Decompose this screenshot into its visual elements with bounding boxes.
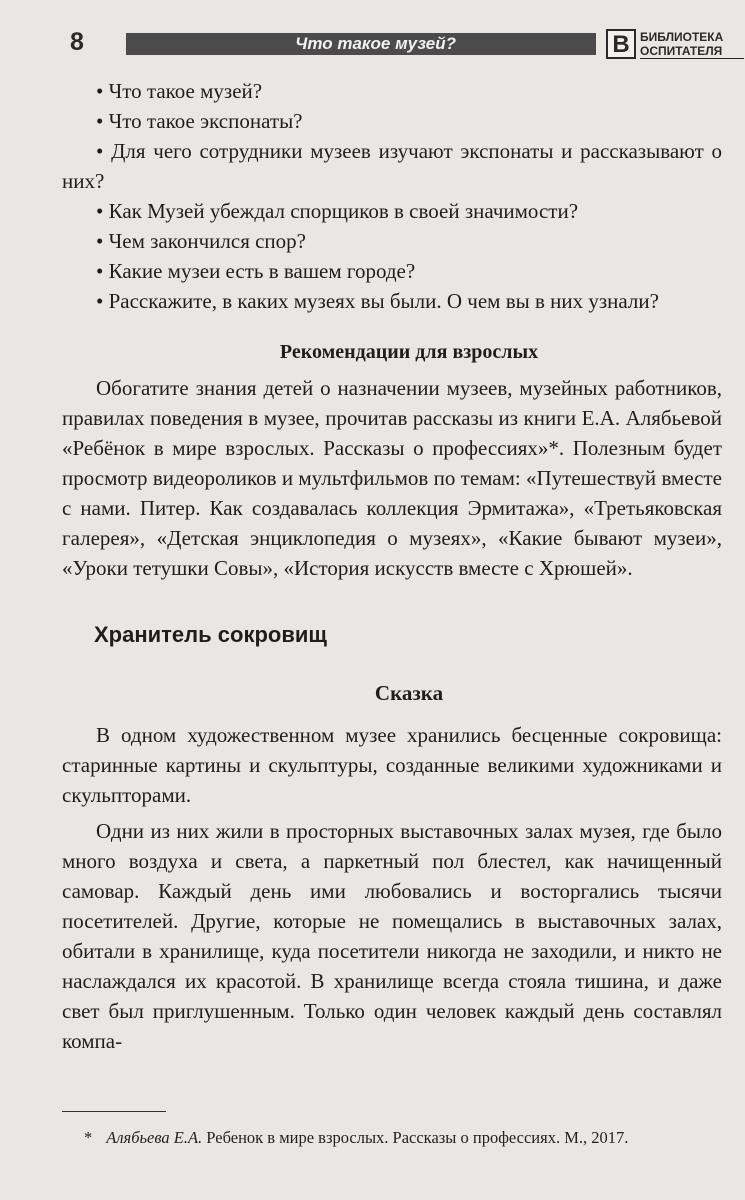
logo-line-2: ОСПИТАТЕЛЯ xyxy=(640,44,744,59)
question-item: • Какие музеи есть в вашем городе? xyxy=(96,259,416,283)
recommendations-text: Обогатите знания детей о назначении музеев, музейных работников, правилах поведения в музее, прочитав рассказы из книги Е.А. Алябьевой «Ребёнок в мире взрослых. Рассказы о профессиях»*. Полезным будет просмотр видеороликов и мультфильмов по темам: «Путешествуй вместе с нами. Питер. Как создавалась коллекция Эрмитажа», «Третьяковская галерея», «Детская энциклопедия о музеях», «Какие бывают музеи», «Уроки тетушки Совы», «История искусств вместе с Хрюшей». xyxy=(62,376,722,580)
recommendations-heading: Рекомендации для взрослых xyxy=(279,341,539,363)
question-item: • Как Музей убеждал спорщиков в своей значимости? xyxy=(96,199,579,223)
story-paragraph: Одни из них жили в просторных выставочных залах музея, где было много воздуха и света, а паркетный пол блестел, как начищенный самовар. Каждый день ими любовались и восторгались тысячи посетителей. Другие, которые не помещались в выставочных залах, обитали в хранилище, куда посетители никогда не заходили, и никто не наслаждался их красотой. В хранилище всегда стояла тишина, и даже свет был приглушенным. Только один человек каждый день составлял компа- xyxy=(62,819,722,1053)
footnote-text: Ребенок в мире взрослых. Рассказы о профессиях. М., 2017. xyxy=(206,1128,629,1147)
footnote xyxy=(84,1126,724,1150)
running-header xyxy=(126,33,596,55)
footnote-divider xyxy=(62,1111,166,1112)
story-paragraph: В одном художественном музее хранились бесценные сокровища: старинные картины и скульптуры, созданные великими художниками и скульпторами. xyxy=(62,723,722,807)
footnote-author: Алябьева Е.А. xyxy=(106,1128,203,1147)
logo-text xyxy=(640,30,744,59)
story-body xyxy=(62,720,722,1056)
question-item: • Для чего сотрудники музеев изучают экспонаты и рассказывают о них? xyxy=(62,139,722,193)
question-item: • Чем закончился спор? xyxy=(96,229,306,253)
story-genre: Сказка xyxy=(374,681,444,705)
question-list xyxy=(62,76,722,316)
question-item: • Что такое музей? xyxy=(96,79,263,103)
footnote-mark: * xyxy=(84,1128,93,1147)
question-item: • Расскажите, в каких музеях вы были. О чем вы в них узнали? xyxy=(96,289,659,313)
logo-letter: В xyxy=(606,29,636,59)
page-number: 8 xyxy=(70,28,84,56)
logo-line-1: БИБЛИОТЕКА xyxy=(640,30,724,44)
series-logo xyxy=(598,27,744,63)
running-title: Что такое музей? xyxy=(295,34,456,53)
page-content xyxy=(62,76,722,1062)
story-title: Хранитель сокровищ xyxy=(94,622,327,647)
question-item: • Что такое экспонаты? xyxy=(96,109,303,133)
